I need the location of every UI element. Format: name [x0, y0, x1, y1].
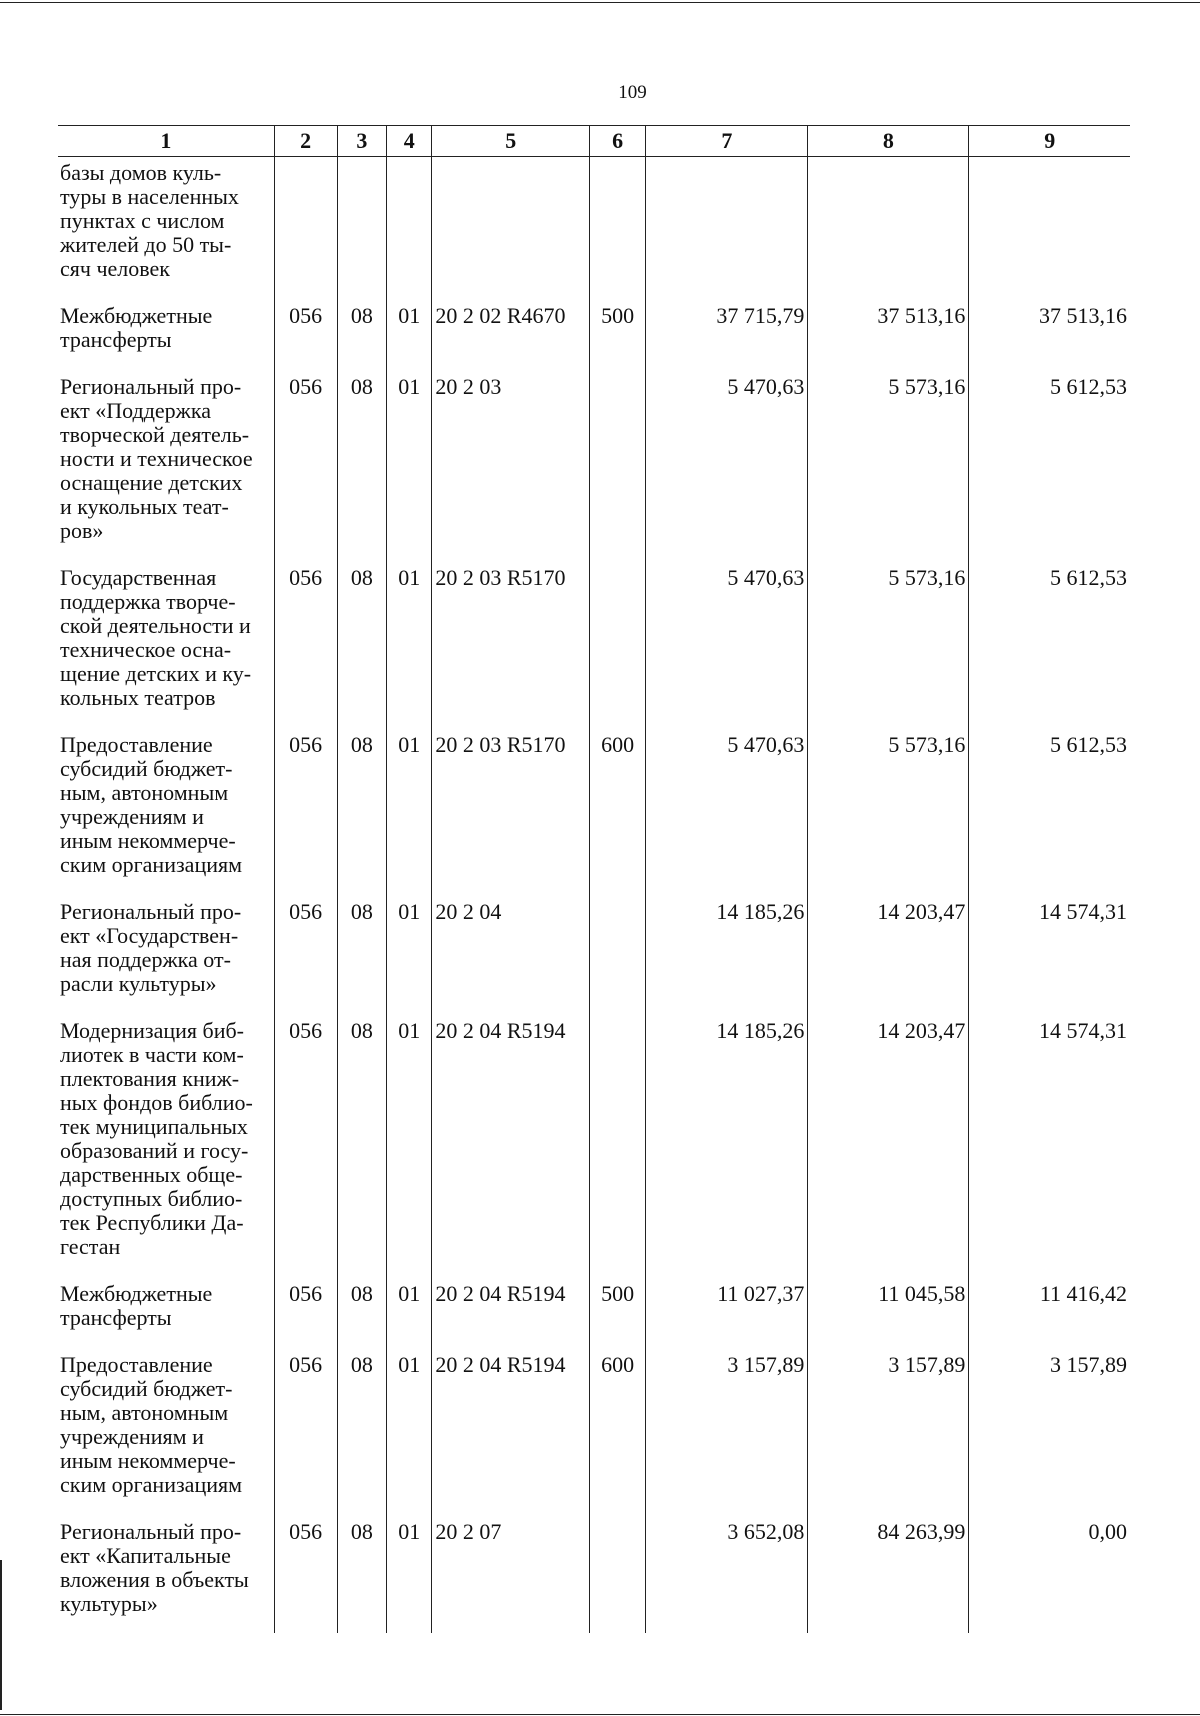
cell-amount-8: 5 573,16	[808, 727, 969, 894]
cell-amount-8: 3 157,89	[808, 1347, 969, 1514]
cell-amount-8: 5 573,16	[808, 369, 969, 560]
cell-name: Государственная поддержка творче- ской деятельности и техническое осна- щение детских и ку- кольных театров	[60, 565, 252, 710]
cell-subsection: 01	[387, 1514, 432, 1633]
cell-name: Модернизация биб- лиотек в части ком- плектования книж- ных фондов библио- тек муниципальных образований и госу- дарственных обще- доступных библио- тек Республики Да- гестан	[60, 1018, 253, 1259]
cell-amount-9: 14 574,31	[969, 1013, 1130, 1276]
table-row	[58, 1347, 1130, 1514]
cell-subsection: 01	[387, 727, 432, 894]
cell-name: Региональный про- ект «Капитальные вложения в объекты культуры»	[60, 1519, 249, 1616]
cell-section: 08	[337, 1347, 387, 1514]
cell-amount-7: 14 185,26	[646, 1013, 808, 1276]
cell-section: 08	[337, 894, 387, 1013]
cell-section	[337, 157, 387, 299]
cell-target-article: 20 2 03 R5170	[432, 560, 590, 727]
table-row	[58, 157, 1130, 299]
cell-amount-9: 5 612,53	[969, 727, 1130, 894]
cell-amount-7: 37 715,79	[646, 298, 808, 369]
cell-subsection: 01	[387, 1276, 432, 1347]
table-row	[58, 894, 1130, 1013]
cell-expense-type: 500	[590, 298, 646, 369]
col-header-2: 2	[274, 126, 337, 157]
cell-section: 08	[337, 1514, 387, 1633]
cell-amount-8	[808, 157, 969, 299]
cell-amount-9	[969, 157, 1130, 299]
cell-section: 08	[337, 560, 387, 727]
cell-expense-type	[590, 369, 646, 560]
cell-subsection: 01	[387, 1013, 432, 1276]
cell-amount-9: 14 574,31	[969, 894, 1130, 1013]
header-row	[58, 126, 1130, 157]
cell-expense-type: 500	[590, 1276, 646, 1347]
cell-subsection: 01	[387, 560, 432, 727]
cell-subsection: 01	[387, 894, 432, 1013]
cell-admin-code: 056	[274, 1347, 337, 1514]
cell-subsection: 01	[387, 1347, 432, 1514]
cell-section: 08	[337, 298, 387, 369]
cell-amount-7: 5 470,63	[646, 560, 808, 727]
cell-target-article: 20 2 04 R5194	[432, 1347, 590, 1514]
cell-amount-8: 14 203,47	[808, 894, 969, 1013]
table-body	[58, 157, 1130, 1634]
cell-admin-code: 056	[274, 727, 337, 894]
cell-admin-code: 056	[274, 1514, 337, 1633]
cell-admin-code: 056	[274, 1276, 337, 1347]
col-header-7: 7	[646, 126, 808, 157]
col-header-4: 4	[387, 126, 432, 157]
cell-admin-code: 056	[274, 1013, 337, 1276]
cell-name: Предоставление субсидий бюджет- ным, автономным учреждениям и иным некоммерче- ским организациям	[60, 732, 243, 877]
cell-amount-9: 11 416,42	[969, 1276, 1130, 1347]
cell-amount-7: 3 652,08	[646, 1514, 808, 1633]
table-row	[58, 1514, 1130, 1633]
cell-target-article: 20 2 02 R4670	[432, 298, 590, 369]
cell-name: Межбюджетные трансферты	[60, 1281, 213, 1330]
cell-amount-8: 84 263,99	[808, 1514, 969, 1633]
cell-amount-9: 0,00	[969, 1514, 1130, 1633]
budget-table	[58, 125, 1130, 1633]
left-edge-mark	[0, 1560, 2, 1710]
col-header-1: 1	[58, 126, 274, 157]
table-row	[58, 727, 1130, 894]
cell-expense-type	[590, 157, 646, 299]
col-header-6: 6	[590, 126, 646, 157]
cell-amount-8: 37 513,16	[808, 298, 969, 369]
cell-target-article: 20 2 03	[432, 369, 590, 560]
cell-amount-9: 37 513,16	[969, 298, 1130, 369]
cell-amount-8: 5 573,16	[808, 560, 969, 727]
table-row	[58, 1276, 1130, 1347]
cell-admin-code: 056	[274, 560, 337, 727]
cell-target-article: 20 2 04 R5194	[432, 1276, 590, 1347]
cell-amount-9: 5 612,53	[969, 369, 1130, 560]
cell-target-article: 20 2 03 R5170	[432, 727, 590, 894]
cell-subsection: 01	[387, 298, 432, 369]
cell-amount-7: 5 470,63	[646, 369, 808, 560]
cell-admin-code	[274, 157, 337, 299]
table-row	[58, 560, 1130, 727]
cell-name: Региональный про- ект «Поддержка творческой деятель- ности и техническое оснащение детских и кукольных теат- ров»	[60, 374, 253, 543]
col-header-8: 8	[808, 126, 969, 157]
table-row	[58, 1013, 1130, 1276]
cell-name: Предоставление субсидий бюджет- ным, автономным учреждениям и иным некоммерче- ским организациям	[60, 1352, 243, 1497]
table-row	[58, 369, 1130, 560]
cell-expense-type: 600	[590, 727, 646, 894]
cell-target-article	[432, 157, 590, 299]
cell-admin-code: 056	[274, 369, 337, 560]
cell-section: 08	[337, 727, 387, 894]
cell-expense-type	[590, 1514, 646, 1633]
cell-name: базы домов куль- туры в населенных пунктах с числом жителей до 50 ты- сяч человек	[60, 160, 239, 281]
cell-target-article: 20 2 04	[432, 894, 590, 1013]
cell-expense-type	[590, 560, 646, 727]
cell-amount-7: 14 185,26	[646, 894, 808, 1013]
top-edge-rule	[0, 2, 1200, 3]
cell-amount-7	[646, 157, 808, 299]
cell-target-article: 20 2 04 R5194	[432, 1013, 590, 1276]
cell-section: 08	[337, 1276, 387, 1347]
cell-admin-code: 056	[274, 894, 337, 1013]
cell-subsection	[387, 157, 432, 299]
cell-expense-type	[590, 1013, 646, 1276]
cell-name: Межбюджетные трансферты	[60, 303, 213, 352]
cell-amount-7: 5 470,63	[646, 727, 808, 894]
bottom-edge-rule	[0, 1714, 1200, 1715]
cell-target-article: 20 2 07	[432, 1514, 590, 1633]
cell-admin-code: 056	[274, 298, 337, 369]
cell-amount-9: 5 612,53	[969, 560, 1130, 727]
page-number: 109	[618, 82, 647, 103]
cell-amount-7: 3 157,89	[646, 1347, 808, 1514]
cell-expense-type: 600	[590, 1347, 646, 1514]
cell-section: 08	[337, 1013, 387, 1276]
col-header-3: 3	[337, 126, 387, 157]
cell-expense-type	[590, 894, 646, 1013]
cell-amount-8: 14 203,47	[808, 1013, 969, 1276]
cell-amount-8: 11 045,58	[808, 1276, 969, 1347]
cell-amount-7: 11 027,37	[646, 1276, 808, 1347]
col-header-9: 9	[969, 126, 1130, 157]
cell-section: 08	[337, 369, 387, 560]
cell-subsection: 01	[387, 369, 432, 560]
col-header-5: 5	[432, 126, 590, 157]
cell-amount-9: 3 157,89	[969, 1347, 1130, 1514]
table-row	[58, 298, 1130, 369]
cell-name: Региональный про- ект «Государствен- ная поддержка от- расли культуры»	[60, 899, 242, 996]
